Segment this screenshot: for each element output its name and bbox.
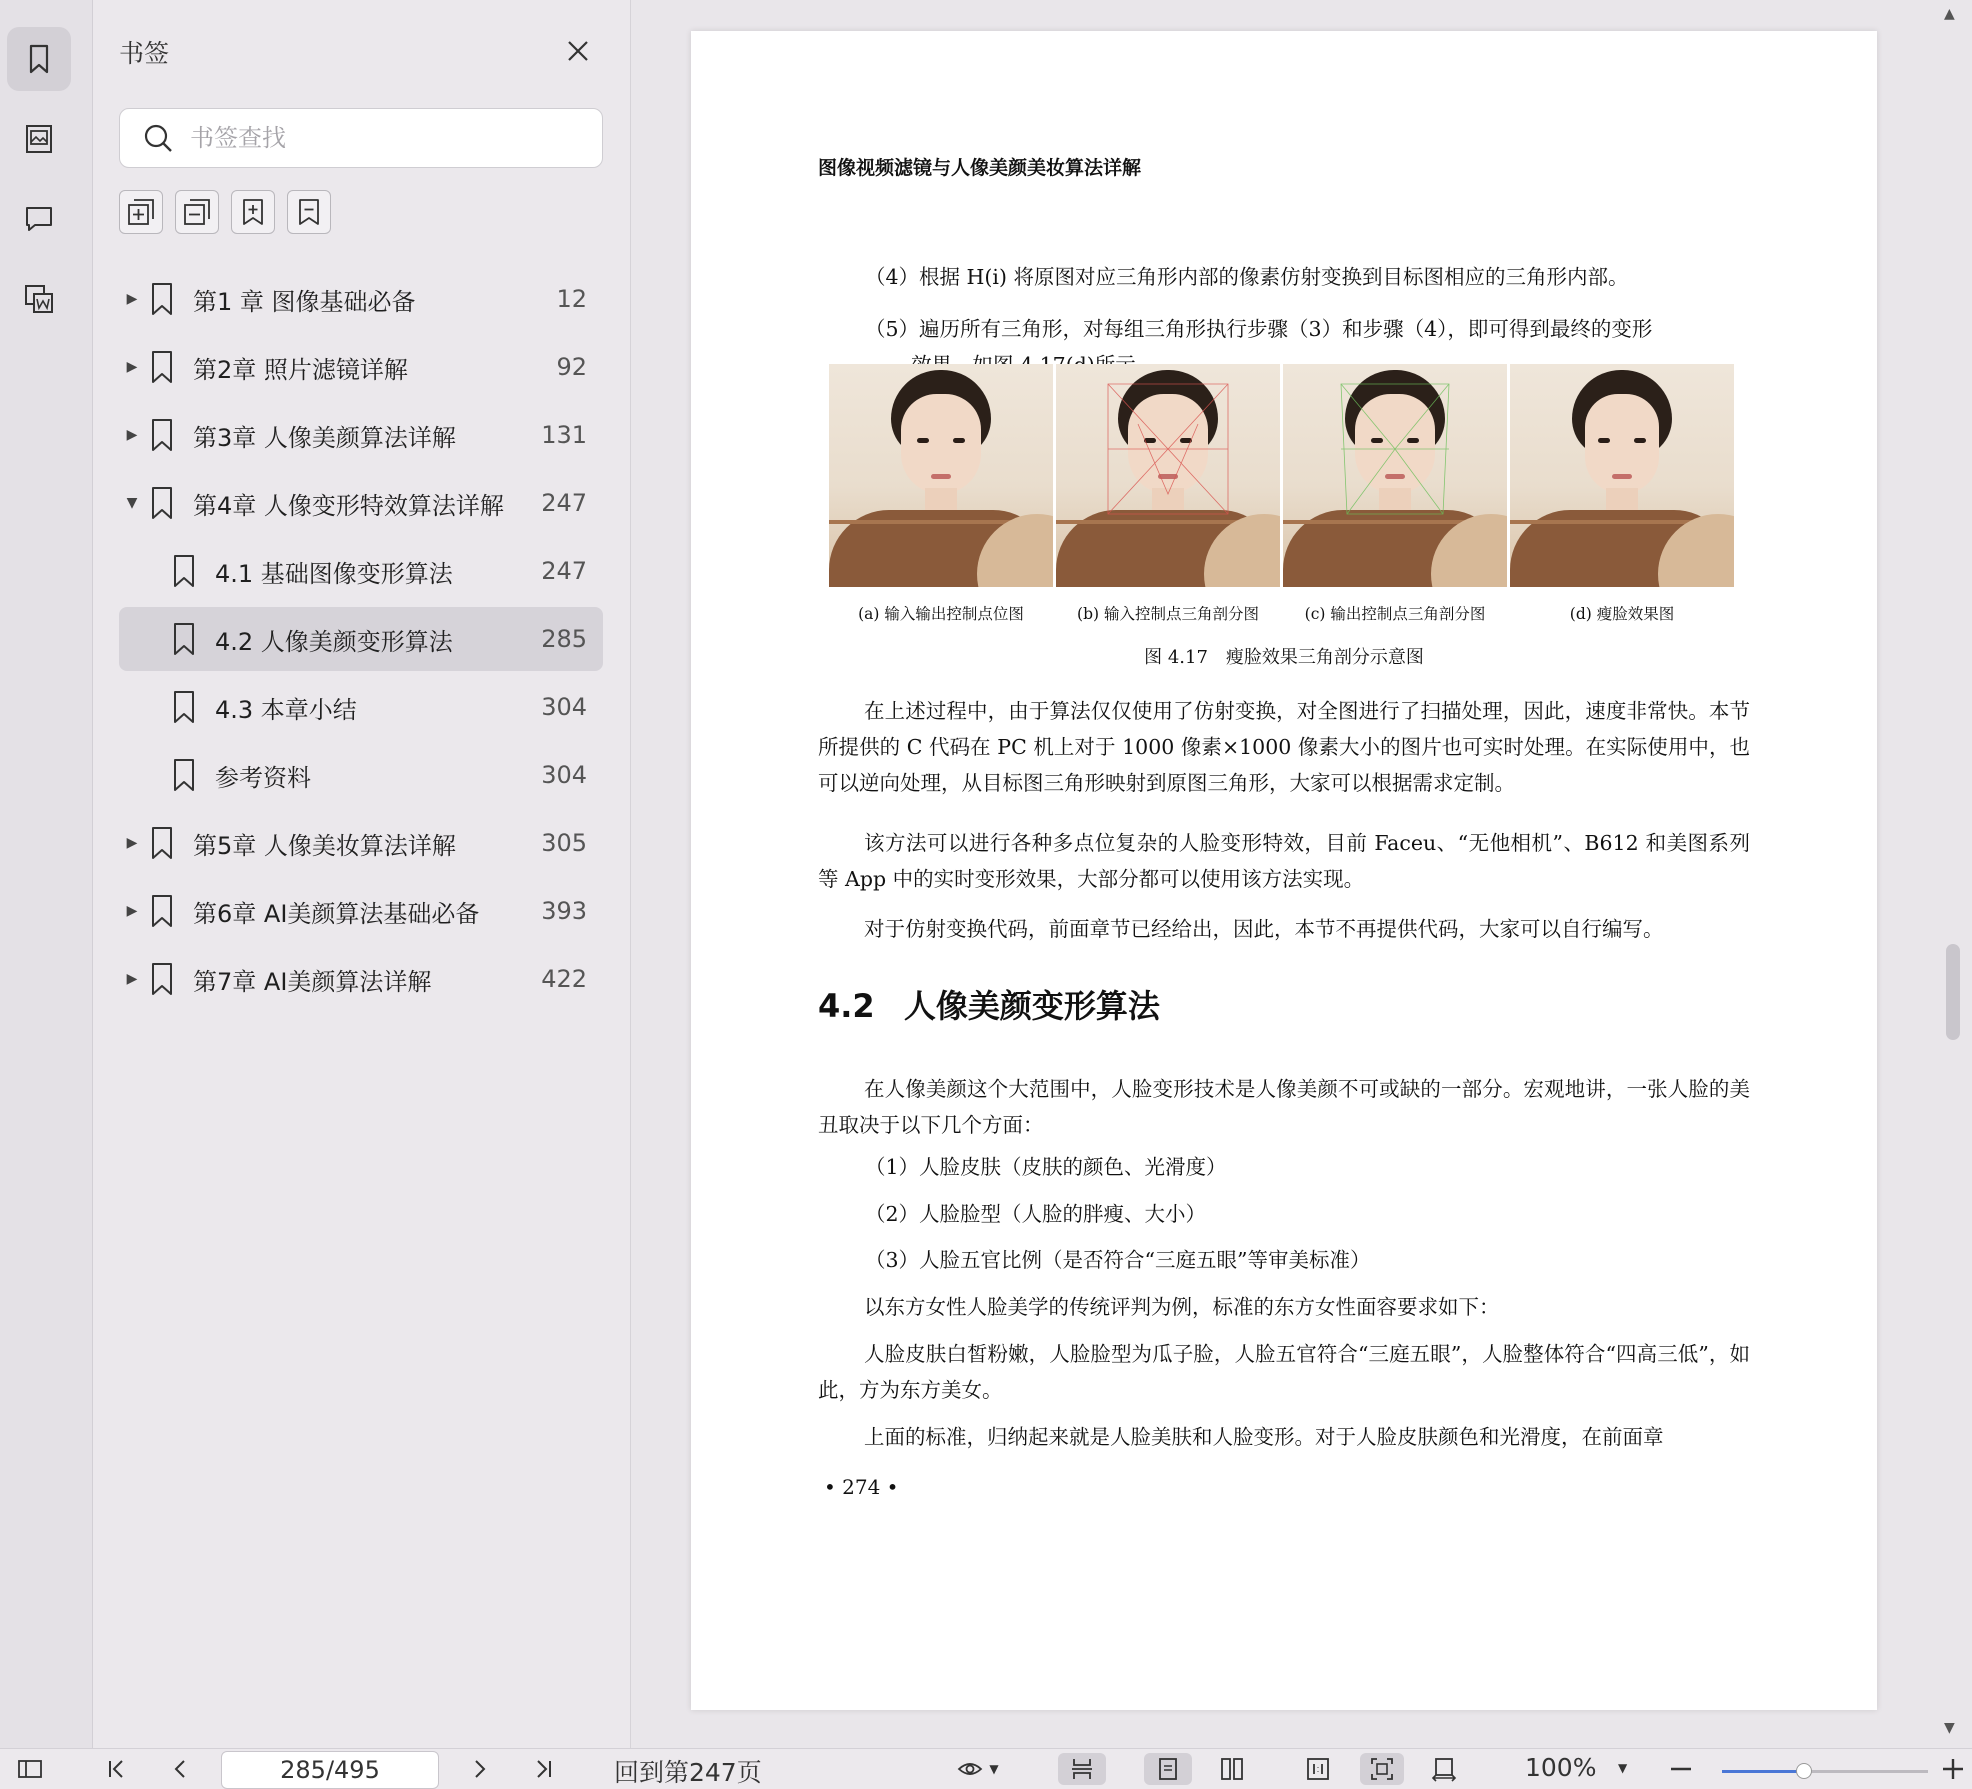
bookmark-label: 第7章 AI美颜算法详解 <box>193 967 432 996</box>
panel-title: 书签 <box>119 39 170 68</box>
expand-all-button[interactable] <box>119 190 163 234</box>
figure-title: 图 4.17 瘦脸效果三角剖分示意图 <box>1144 647 1424 668</box>
bookmark-label: 4.2 人像美颜变形算法 <box>215 627 453 656</box>
bookmark-label: 4.1 基础图像变形算法 <box>215 559 453 588</box>
collapse-all-icon <box>182 197 212 227</box>
expand-arrow-icon[interactable]: ▶ <box>126 427 138 443</box>
bookmark-item-chapter3[interactable] <box>119 403 603 467</box>
close-icon <box>563 36 593 66</box>
word-convert-tab-button[interactable] <box>7 267 71 331</box>
expand-arrow-icon[interactable]: ▶ <box>126 291 138 307</box>
minus-icon <box>1668 1756 1694 1782</box>
bookmark-item-references[interactable] <box>119 743 603 807</box>
search-icon <box>142 122 174 154</box>
paragraph-3: 对于仿射变换代码，前面章节已经给出，因此，本节不再提供代码，大家可以自行编写。 <box>864 917 1664 941</box>
toggle-sidebar-button[interactable] <box>12 1753 48 1785</box>
two-page-button[interactable] <box>1208 1753 1256 1785</box>
bookmark-page: 247 <box>541 489 587 517</box>
expand-all-icon <box>126 197 156 227</box>
plus-icon <box>1940 1756 1966 1782</box>
bookmark-icon <box>145 485 179 521</box>
list-item-2: （2）人脸脸型（人脸的胖瘦、大小） <box>865 1202 1207 1226</box>
bookmark-label: 第5章 人像美妆算法详解 <box>193 831 456 860</box>
chevron-down-icon: ▼ <box>989 1762 999 1776</box>
bookmark-label: 第4章 人像变形特效算法详解 <box>193 491 504 520</box>
running-header: 图像视频滤镜与人像美颜美妆算法详解 <box>818 157 1142 179</box>
bookmark-search-input[interactable] <box>188 123 572 153</box>
bookmark-label: 第6章 AI美颜算法基础必备 <box>193 899 480 928</box>
paragraph-1: 在上述过程中，由于算法仅仅使用了仿射变换，对全图进行了扫描处理，因此，速度非常快。本节所提供的 C 代码在 PC 机上对于 1000 像素×1000 像素大小的图片也可实时处理。在实际使用中，也可以逆向处理，从目标图三角形映射到原图三角形，大家可以根据需求定制。 <box>818 699 1750 795</box>
page-number: • 274 • <box>824 1475 899 1499</box>
bookmark-page: 12 <box>556 285 587 313</box>
thumbnail-tab-button[interactable] <box>7 107 71 171</box>
bookmark-item-4-2[interactable] <box>119 607 603 671</box>
bookmark-item-chapter1[interactable] <box>119 267 603 331</box>
bookmark-icon <box>145 893 179 929</box>
comment-tab-button[interactable] <box>7 187 71 251</box>
bookmark-tab-button[interactable] <box>7 27 71 91</box>
actual-size-button[interactable] <box>1296 1753 1340 1785</box>
expand-arrow-icon[interactable]: ▶ <box>126 903 138 919</box>
collapse-arrow-icon[interactable]: ▼ <box>126 495 138 511</box>
bookmark-icon <box>145 281 179 317</box>
bookmark-item-4-3[interactable] <box>119 675 603 739</box>
bookmark-search-box[interactable] <box>119 108 603 168</box>
last-page-button[interactable] <box>528 1753 560 1785</box>
bookmark-item-chapter7[interactable] <box>119 947 603 1011</box>
figure-caption-d: (d) 瘦脸效果图 <box>1569 605 1675 623</box>
figure-photo-d <box>1510 364 1734 587</box>
expand-arrow-icon[interactable]: ▶ <box>126 835 138 851</box>
figure-caption-b: (b) 输入控制点三角剖分图 <box>1077 605 1259 623</box>
fit-width-button[interactable] <box>1422 1753 1466 1785</box>
continuous-scroll-button[interactable] <box>1058 1753 1106 1785</box>
figure-photo-b <box>1056 364 1280 587</box>
paragraph-7: 上面的标准，归纳起来就是人脸美肤和人脸变形。对于人脸皮肤颜色和光滑度，在前面章 <box>864 1425 1664 1449</box>
bookmark-icon <box>145 349 179 385</box>
bookmark-label: 第3章 人像美颜算法详解 <box>193 423 456 452</box>
comment-icon <box>22 202 56 236</box>
thumbnail-icon <box>22 122 56 156</box>
bookmark-page: 285 <box>541 625 587 653</box>
bookmark-item-chapter4[interactable] <box>119 471 603 535</box>
bookmark-page: 304 <box>541 693 587 721</box>
bookmark-page: 131 <box>541 421 587 449</box>
first-page-icon <box>103 1756 129 1782</box>
actual-size-icon <box>1305 1756 1331 1782</box>
paragraph-6: 人脸皮肤白皙粉嫩，人脸脸型为瓜子脸，人脸五官符合“三庭五眼”，人脸整体符合“四高三低”，如此，方为东方美女。 <box>818 1342 1750 1402</box>
bookmark-item-chapter6[interactable] <box>119 879 603 943</box>
vertical-scrollbar-thumb[interactable] <box>1946 944 1960 1040</box>
zoom-dropdown-chevron-icon[interactable]: ▼ <box>1618 1761 1628 1775</box>
zoom-out-button[interactable] <box>1664 1753 1698 1785</box>
collapse-all-button[interactable] <box>175 190 219 234</box>
paragraph-4: 在人像美颜这个大范围中，人脸变形技术是人像美颜不可或缺的一部分。宏观地讲，一张人脸的美丑取决于以下几个方面： <box>818 1077 1750 1137</box>
zoom-slider-handle[interactable] <box>1796 1763 1812 1779</box>
bookmark-label: 4.3 本章小结 <box>215 695 357 724</box>
fit-width-icon <box>1431 1756 1457 1782</box>
zoom-slider[interactable] <box>1722 1770 1928 1773</box>
bookmark-icon <box>167 689 201 725</box>
bookmark-item-4-1[interactable] <box>119 539 603 603</box>
sidebar-toggle-icon <box>17 1756 43 1782</box>
bookmark-icon <box>145 417 179 453</box>
expand-arrow-icon[interactable]: ▶ <box>126 971 138 987</box>
fit-page-icon <box>1369 1756 1395 1782</box>
zoom-level[interactable]: 100% <box>1525 1753 1597 1782</box>
document-page <box>691 31 1877 1710</box>
step-4-text: （4）根据 H(i) 将原图对应三角形内部的像素仿射变换到目标图相应的三角形内部。 <box>865 265 1629 289</box>
paragraph-5: 以东方女性人脸美学的传统评判为例，标准的东方女性面容要求如下： <box>864 1295 1500 1319</box>
paragraph-2: 该方法可以进行各种多点位复杂的人脸变形特效，目前 Faceu、“无他相机”、B612 和美图系列等 App 中的实时变形效果，大部分都可以使用该方法实现。 <box>818 831 1750 891</box>
bookmark-icon <box>167 621 201 657</box>
continuous-scroll-icon <box>1069 1756 1095 1782</box>
bookmark-item-chapter2[interactable] <box>119 335 603 399</box>
close-panel-button[interactable] <box>563 36 593 66</box>
bookmark-page: 92 <box>556 353 587 381</box>
bookmark-page: 247 <box>541 557 587 585</box>
bookmark-remove-icon <box>294 197 324 227</box>
figure-photo-c <box>1283 364 1507 587</box>
last-page-icon <box>531 1756 557 1782</box>
chevron-left-icon <box>167 1756 193 1782</box>
bookmark-icon <box>22 42 56 76</box>
scroll-up-arrow-icon[interactable]: ▲ <box>1944 6 1955 22</box>
zoom-in-button[interactable] <box>1938 1753 1968 1785</box>
previous-page-button[interactable] <box>164 1753 196 1785</box>
figure-caption-c: (c) 输出控制点三角剖分图 <box>1304 605 1486 623</box>
bookmark-icon <box>145 961 179 997</box>
two-page-icon <box>1219 1756 1245 1782</box>
page-number-input[interactable] <box>221 1751 439 1789</box>
bookmark-item-chapter5[interactable] <box>119 811 603 875</box>
chevron-right-icon <box>467 1756 493 1782</box>
figure-photo-a <box>829 364 1053 587</box>
left-icon-rail <box>0 0 93 1748</box>
bookmark-label: 参考资料 <box>215 763 311 792</box>
expand-arrow-icon[interactable]: ▶ <box>126 359 138 375</box>
add-bookmark-icon <box>238 197 268 227</box>
zoom-slider-fill <box>1722 1770 1804 1773</box>
list-item-3: （3）人脸五官比例（是否符合“三庭五眼”等审美标准） <box>865 1248 1371 1272</box>
figure-caption-a: (a) 输入输出控制点位图 <box>858 605 1024 623</box>
word-convert-icon <box>22 282 56 316</box>
bookmark-page: 304 <box>541 761 587 789</box>
bottom-toolbar <box>0 1748 1972 1789</box>
single-page-icon <box>1155 1756 1181 1782</box>
bookmark-page: 422 <box>541 965 587 993</box>
view-mode-dropdown[interactable] <box>948 1753 1008 1785</box>
bookmark-label: 第2章 照片滤镜详解 <box>193 355 408 384</box>
single-page-button[interactable] <box>1144 1753 1192 1785</box>
first-page-button[interactable] <box>100 1753 132 1785</box>
bookmark-panel <box>93 0 631 1748</box>
section-heading: 4.2 人像美颜变形算法 <box>818 987 1160 1025</box>
remove-bookmark-button[interactable] <box>287 190 331 234</box>
step-5-line1: （5）遍历所有三角形，对每组三角形执行步骤（3）和步骤（4），即可得到最终的变形 <box>865 317 1653 341</box>
bookmark-page: 393 <box>541 897 587 925</box>
add-bookmark-button[interactable] <box>231 190 275 234</box>
bookmark-icon <box>167 757 201 793</box>
list-item-1: （1）人脸皮肤（皮肤的颜色、光滑度） <box>865 1155 1227 1179</box>
scroll-down-arrow-icon[interactable]: ▼ <box>1944 1720 1955 1736</box>
next-page-button[interactable] <box>464 1753 496 1785</box>
eye-icon <box>957 1756 983 1782</box>
bookmark-page: 305 <box>541 829 587 857</box>
fit-page-button[interactable] <box>1360 1753 1404 1785</box>
bookmark-label: 第1 章 图像基础必备 <box>193 287 416 316</box>
back-to-page-link[interactable]: 回到第247页 <box>614 1758 762 1787</box>
bookmark-icon <box>145 825 179 861</box>
bookmark-icon <box>167 553 201 589</box>
